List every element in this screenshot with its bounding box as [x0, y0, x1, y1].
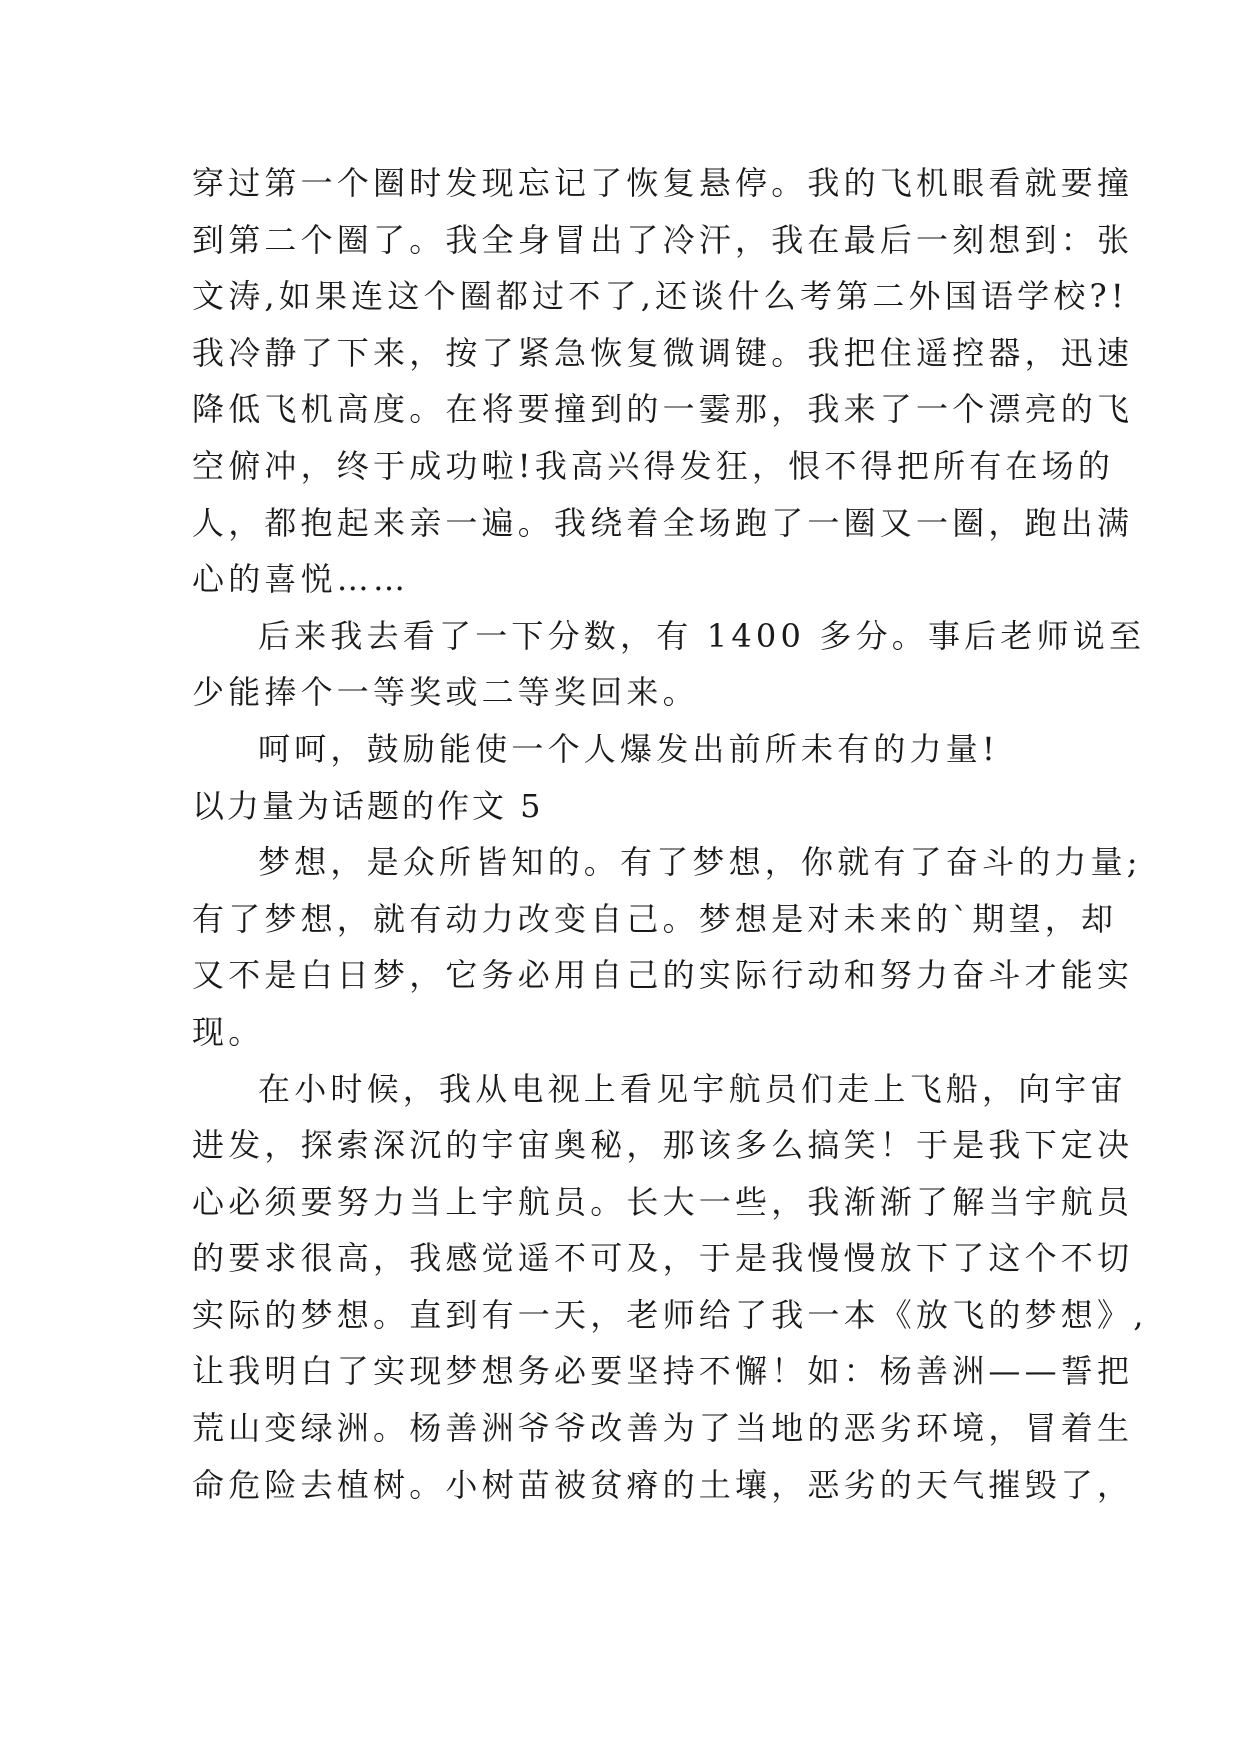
text-line: 让我明白了实现梦想务必要坚持不懈！如：杨善洲——誓把: [192, 1352, 1134, 1391]
text-line: 心的喜悦……: [192, 560, 410, 599]
document-body: [192, 155, 1148, 1513]
text-line: 呵呵，鼓励能使一个人爆发出前所未有的力量!: [258, 729, 1000, 768]
text-line: 进发，探索深沉的宇宙奥秘，那该多么搞笑！于是我下定决: [192, 1126, 1134, 1165]
text-line: 的要求很高，我感觉遥不可及，于是我慢慢放下了这个不切: [192, 1239, 1134, 1278]
text-line: 现。: [192, 1012, 265, 1051]
text-line: 到第二个圈了。我全身冒出了冷汗，我在最后一刻想到：张: [192, 220, 1134, 259]
text-line: 人，都抱起来亲一遍。我绕着全场跑了一圈又一圈，跑出满: [192, 503, 1134, 542]
text-line: 降低飞机高度。在将要撞到的一霎那，我来了一个漂亮的飞: [192, 390, 1134, 429]
text-line: 在小时候，我从电视上看见宇航员们走上飞船，向宇宙: [258, 1069, 1127, 1108]
text-line: 文涛,如果连这个圈都过不了,还谈什么考第二外国语学校?!: [192, 277, 1128, 316]
text-line: 荒山变绿洲。杨善洲爷爷改善为了当地的恶劣环境，冒着生: [192, 1409, 1134, 1448]
text-line: 穿过第一个圈时发现忘记了恢复悬停。我的飞机眼看就要撞: [192, 164, 1134, 202]
text-line: 空俯冲，终于成功啦!我高兴得发狂，恨不得把所有在场的: [192, 446, 1115, 485]
text-line: 我冷静了下来，按了紧急恢复微调键。我把住遥控器，迅速: [192, 333, 1134, 372]
text-line: 梦想，是众所皆知的。有了梦想，你就有了奋斗的力量;: [258, 843, 1142, 882]
text-line: 实际的梦想。直到有一天，老师给了我一本《放飞的梦想》,: [192, 1295, 1148, 1334]
text-line: 心必须要努力当上宇航员。长大一些，我渐渐了解当宇航员: [192, 1182, 1134, 1221]
text-line: 少能捧个一等奖或二等奖回来。: [192, 673, 699, 712]
text-line: 命危险去植树。小树苗被贫瘠的土壤，恶劣的天气摧毁了，: [192, 1465, 1134, 1504]
text-line: 后来我去看了一下分数，有 1400 多分。事后老师说至: [258, 616, 1146, 655]
text-line: 有了梦想，就有动力改变自己。梦想是对未来的`期望，却: [192, 899, 1118, 938]
section-heading: 以力量为话题的作文 5: [192, 786, 544, 825]
text-line: 又不是白日梦，它务必用自己的实际行动和努力奋斗才能实: [192, 956, 1134, 995]
